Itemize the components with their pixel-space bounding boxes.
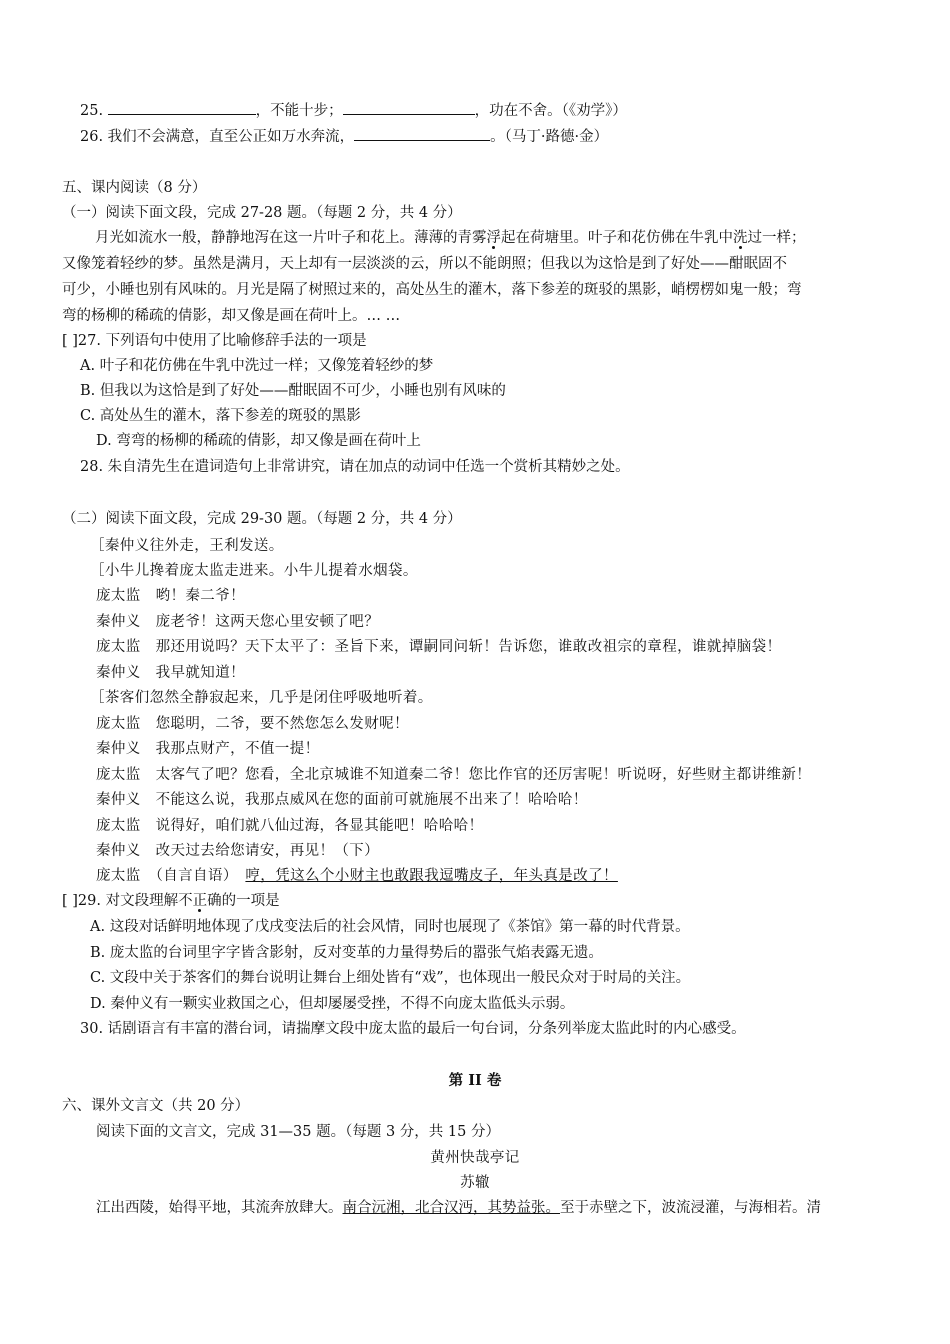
volume-2-title: 第 II 卷 — [448, 1072, 502, 1089]
passage1-text: 月光如流水一般，静静地泻在这一片叶子和花上。薄薄的青雾 — [95, 230, 487, 246]
passage1-line3: 可少，小睡也别有风味的。月光是隔了树照过来的，高处丛生的灌木，落下参差的斑驳的黑影，峭楞楞如鬼一般；弯 — [62, 282, 802, 298]
question-26 — [80, 125, 608, 147]
drama-line-9: 秦仲义 我那点财产，不值一提！ — [96, 741, 320, 757]
q27-option-a: A. 叶子和花仿佛在牛乳中洗过一样；又像笼着轻纱的梦 — [80, 358, 434, 374]
part2-intro: （二）阅读下面文段，完成 29-30 题。（每题 2 分，共 4 分） — [62, 511, 462, 527]
passage1-line1 — [95, 228, 806, 248]
drama-line-3: 庞太监 哟！秦二爷！ — [96, 588, 245, 604]
drama-line-5: 庞太监 那还用说吗？天下太平了：圣旨下来，谭嗣同问斩！告诉您，谁敢改祖宗的章程，谁就掉脑袋！ — [96, 639, 782, 655]
drama-speaker: 庞太监 （自言自语） — [96, 868, 231, 884]
q26-end: 。（马丁·路德·金） — [490, 129, 609, 145]
drama-line-10: 庞太监 太客气了吧？您看，全北京城谁不知道秦二爷！您比作官的还厉害呢！听说呀，好些财主都讲维新！ — [96, 767, 812, 783]
drama-line-8: 庞太监 您聪明，二爷，要不然您怎么发财呢！ — [96, 716, 409, 732]
q26-text: 26. 我们不会满意，直至公正如万水奔流， — [80, 129, 355, 145]
drama-line-14 — [96, 866, 618, 886]
part1-intro: （一）阅读下面文段，完成 27-28 题。（每题 2 分，共 4 分） — [62, 205, 462, 221]
q26-blank[interactable] — [354, 125, 490, 141]
q29-option-d: D. 秦仲义有一颗实业救国之心，但却屡屡受挫，不得不向庞太监低头示弱。 — [90, 996, 575, 1012]
drama-line-4: 秦仲义 庞老爷！这两天您心里安顿了吧？ — [96, 614, 380, 630]
q25-number: 25. — [80, 103, 108, 119]
drama-line-12: 庞太监 说得好，咱们就八仙过海，各显其能吧！哈哈哈！ — [96, 818, 484, 834]
q27-option-b: B. 但我以为这恰是到了好处——酣眠固不可少，小睡也别有风味的 — [80, 383, 506, 399]
drama-line-7: ［茶客们忽然全静寂起来，几乎是闭住呼吸地听着。 — [90, 690, 433, 706]
passage1-line2: 又像笼着轻纱的梦。虽然是满月，天上却有一层淡淡的云，所以不能朗照；但我以为这恰是到了好处——酣眠固不 — [62, 256, 787, 272]
q25-blank-2[interactable] — [343, 99, 475, 115]
question-25 — [80, 99, 627, 121]
passage1-text: 过一样； — [747, 230, 806, 246]
q27-option-d: D. 弯弯的杨柳的稀疏的倩影，却又像是画在荷叶上 — [96, 433, 421, 449]
drama-line-13: 秦仲义 改天过去给您请安，再见！（下） — [96, 843, 380, 859]
essay-title: 黄州快哉亭记 — [430, 1150, 520, 1166]
question-27: [ ]27. 下列语句中使用了比喻修辞手法的一项是 — [62, 333, 367, 349]
section6-intro: 阅读下面的文言文，完成 31—35 题。（每题 3 分，共 15 分） — [96, 1124, 500, 1140]
question-28: 28. 朱自清先生在遣词造句上非常讲究，请在加点的动词中任选一个赏析其精妙之处。 — [80, 459, 630, 475]
section-5-title: 五、课内阅读（8 分） — [62, 180, 207, 196]
dotted-char: 正 — [192, 893, 208, 909]
q29-text: 确的一项是 — [207, 893, 280, 909]
drama-line-11: 秦仲义 不能这么说，我那点威风在您的面前可就施展不出来了！哈哈哈！ — [96, 792, 588, 808]
dotted-verb-xi: 洗 — [733, 230, 748, 246]
q29-option-b: B. 庞太监的台词里字字皆含影射，反对变革的力量得势后的嚣张气焰表露无遗。 — [90, 945, 603, 961]
q25-end: ，功在不舍。（《劝学》） — [474, 103, 627, 119]
essay-author: 苏辙 — [460, 1175, 490, 1191]
q29-option-a: A. 这段对话鲜明地体现了戊戌变法后的社会风情，同时也展现了《茶馆》第一幕的时代背景。 — [90, 919, 690, 935]
q27-option-c: C. 高处丛生的灌木，落下参差的斑驳的黑影 — [80, 408, 361, 424]
essay-line-1 — [96, 1198, 821, 1218]
drama-line-1: ［秦仲义往外走，王利发送。 — [90, 538, 284, 554]
passage1-line4: 弯的杨柳的稀疏的倩影，却又像是画在荷叶上。… … — [62, 308, 401, 324]
passage1-text: 起在荷塘里。叶子和花仿佛在牛乳中 — [501, 230, 733, 246]
dotted-verb-fu: 浮 — [486, 230, 501, 246]
question-29 — [62, 891, 280, 911]
drama-line-6: 秦仲义 我早就知道！ — [96, 665, 245, 681]
drama-line-2: ［小牛儿搀着庞太监走进来。小牛儿提着水烟袋。 — [90, 563, 418, 579]
underlined-line: 哼，凭这么个小财主也敢跟我逗嘴皮子，年头真是改了！ — [245, 868, 618, 884]
essay-text: 至于赤壁之下，波流浸灌，与海相若。清 — [560, 1200, 821, 1216]
q25-blank-1[interactable] — [108, 99, 256, 115]
section-6-title: 六、课外文言文（共 20 分） — [62, 1098, 250, 1114]
q29-text: [ ]29. 对文段理解不 — [62, 893, 193, 909]
q25-middle: ，不能十步； — [255, 103, 343, 119]
essay-text: 江出西陵，始得平地，其流奔放肆大。 — [96, 1200, 343, 1216]
underlined-sentence: 南合沅湘，北合汉沔，其势益张。 — [342, 1200, 560, 1216]
question-30: 30. 话剧语言有丰富的潜台词，请揣摩文段中庞太监的最后一句台词，分条列举庞太监此时的内心感受。 — [80, 1021, 746, 1037]
q29-option-c: C. 文段中关于茶客们的舞台说明让舞台上细处皆有“戏”，也体现出一般民众对于时局的关注。 — [90, 970, 691, 986]
